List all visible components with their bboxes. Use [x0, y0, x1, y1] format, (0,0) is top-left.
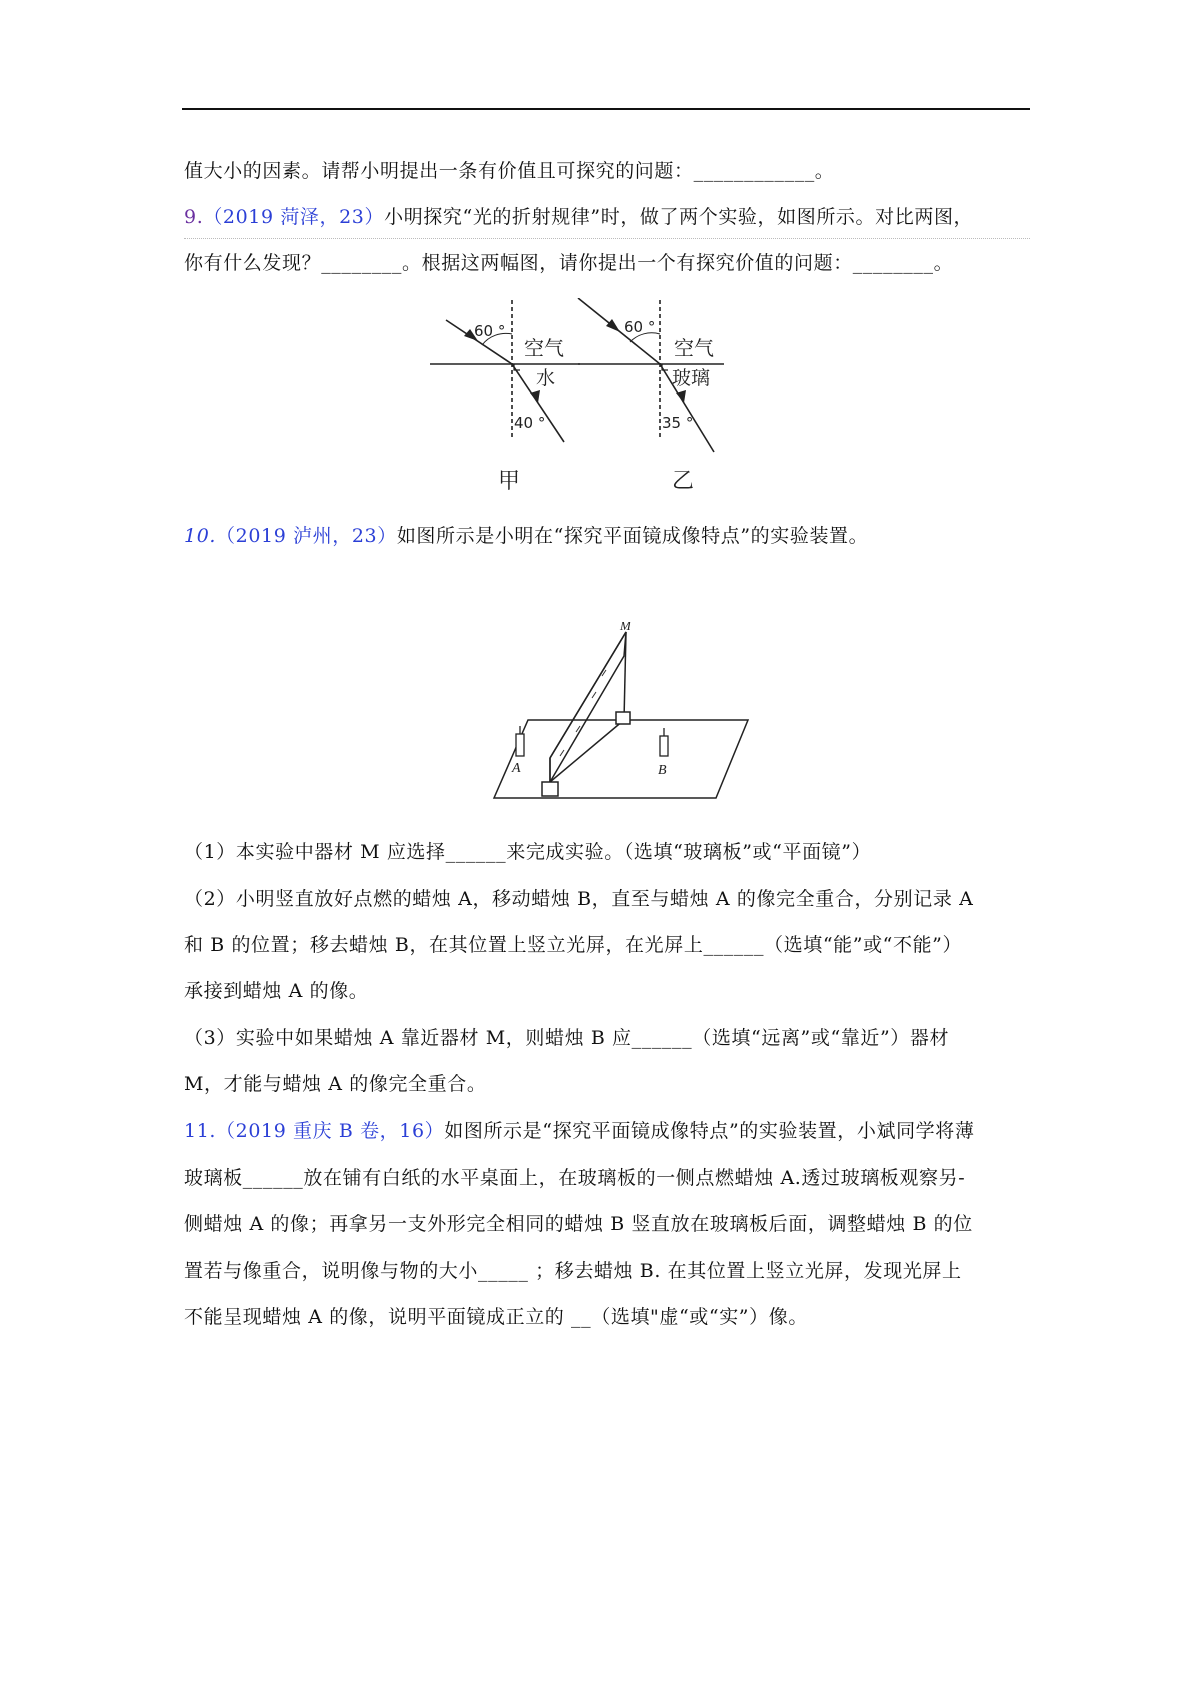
label-a: A: [512, 761, 521, 776]
left-refraction-angle: 40 °: [514, 414, 546, 432]
left-caption: 甲: [498, 469, 521, 494]
support-blocks: [542, 712, 630, 796]
question-10-part-2-line-1: （2）小明竖直放好点燃的蜡烛 A，移动蜡烛 B，直至与蜡烛 A 的像完全重合，分别记录 A: [184, 888, 974, 910]
glass-plate: [550, 632, 626, 782]
question-10-line-1: [184, 523, 868, 549]
right-incident-angle: 60 °: [624, 318, 656, 336]
plane-mirror-figure: [488, 622, 768, 802]
label-b: B: [658, 763, 667, 778]
right-medium-top: 空气: [674, 336, 714, 360]
question-11-number: 11.: [184, 1120, 217, 1142]
question-11-source: （2019 重庆 B 卷，16）: [216, 1120, 445, 1142]
question-9-number: 9.: [184, 206, 204, 228]
table-surface: [494, 720, 748, 798]
refraction-figure: [430, 298, 770, 500]
left-medium-top: 空气: [524, 336, 564, 360]
text-line-continuation: 值大小的因素。请帮小明提出一条有价值且可探究的问题：____________。: [184, 160, 835, 182]
question-10-text: 如图所示是小明在“探究平面镜成像特点”的实验装置。: [396, 525, 869, 547]
question-10-part-2-line-2: 和 B 的位置；移去蜡烛 B，在其位置上竖立光屏，在光屏上______（选填“能”或“不能”）: [184, 934, 963, 956]
label-m: M: [620, 622, 631, 633]
right-refraction-angle: 35 °: [662, 414, 694, 432]
question-9-line-2: 你有什么发现？________。根据这两幅图，请你提出一个有探究价值的问题：________。: [184, 252, 954, 274]
question-10-number: 10.: [184, 525, 217, 547]
candle-b: [660, 728, 668, 756]
question-10-source: （2019 泸州，23）: [216, 525, 397, 547]
question-10-part-3-line-2: M，才能与蜡烛 A 的像完全重合。: [184, 1073, 487, 1095]
question-10-part-3-line-1: （3）实验中如果蜡烛 A 靠近器材 M，则蜡烛 B 应______（选填“远离”或“靠近”）器材: [184, 1027, 950, 1049]
glass-hatch: [560, 670, 606, 756]
question-11-line-5: 不能呈现蜡烛 A 的像，说明平面镜成正立的 __（选填"虚“或“实”）像。: [184, 1306, 808, 1328]
question-11-line-2: 玻璃板______放在铺有白纸的水平桌面上，在玻璃板的一侧点燃蜡烛 A.透过玻璃板观察另-: [184, 1167, 966, 1189]
question-11-line-4: 置若与像重合，说明像与物的大小_____ ；移去蜡烛 B. 在其位置上竖立光屏，发现光屏上: [184, 1260, 962, 1282]
dotted-separator: [184, 238, 1030, 239]
right-medium-bottom: 玻璃: [672, 367, 711, 389]
right-caption: 乙: [672, 469, 695, 494]
question-9-line-1: [184, 204, 973, 230]
question-10-part-1: （1）本实验中器材 M 应选择______来完成实验。（选填“玻璃板”或“平面镜”）: [184, 841, 872, 863]
question-11-line-1: [184, 1118, 974, 1144]
question-11-text: 如图所示是“探究平面镜成像特点”的实验装置，小斌同学将薄: [444, 1120, 975, 1142]
question-9-text: 小明探究“光的折射规律”时，做了两个实验，如图所示。对比两图，: [384, 206, 974, 228]
left-medium-bottom: 水: [536, 367, 556, 389]
header-rule: [182, 108, 1030, 110]
question-11-line-3: 侧蜡烛 A 的像；再拿另一支外形完全相同的蜡烛 B 竖直放在玻璃板后面，调整蜡烛 B 的位: [184, 1213, 973, 1235]
left-incident-angle: 60 °: [474, 322, 506, 340]
question-10-part-2-line-3: 承接到蜡烛 A 的像。: [184, 980, 369, 1002]
question-9-source: （2019 菏泽，23）: [203, 206, 385, 228]
